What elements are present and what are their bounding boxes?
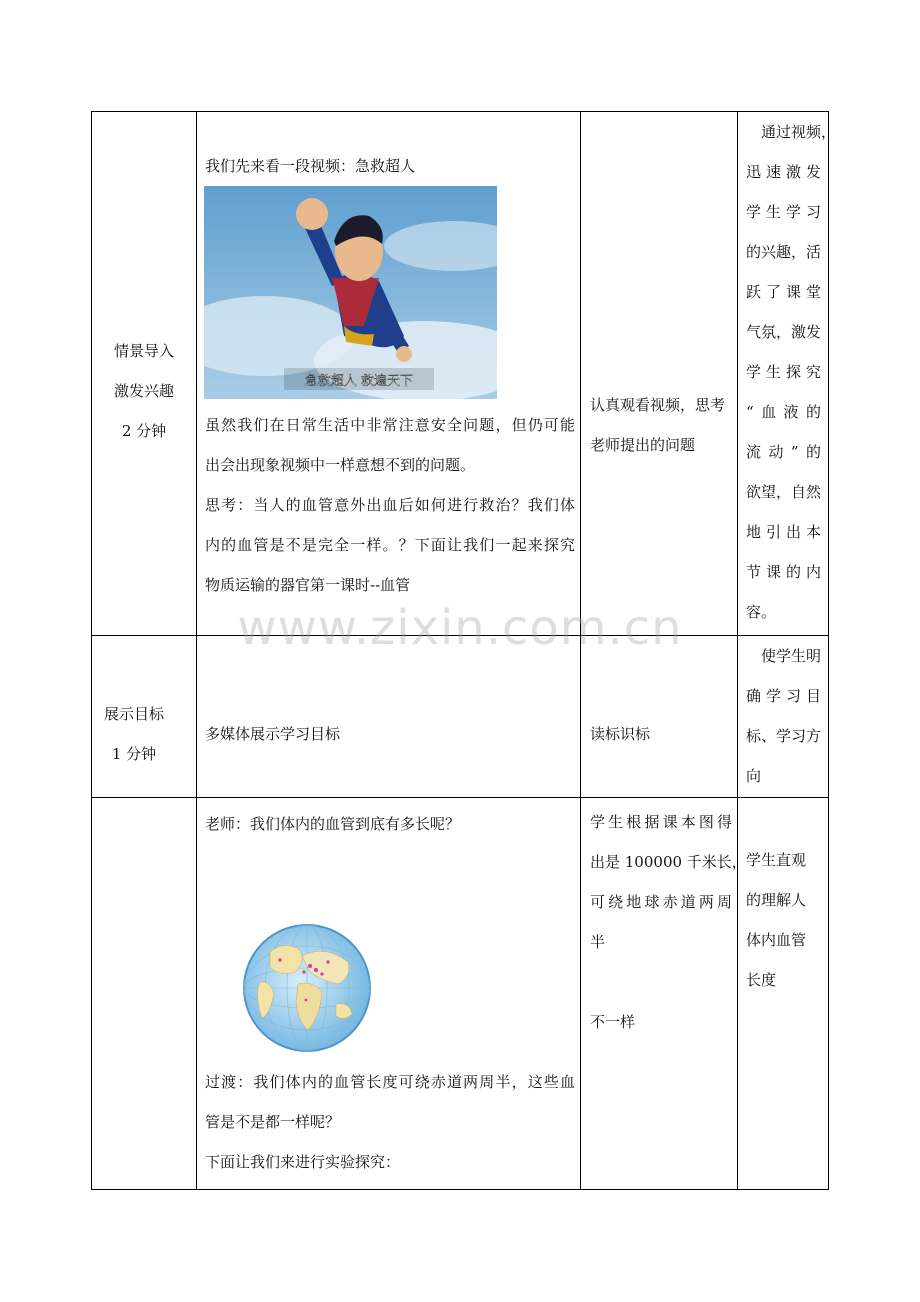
teacher-cell-3-intro [205, 804, 575, 844]
student-text-line: 认真观看视频，思考 [590, 396, 726, 414]
teacher-question: 老师：我们体内的血管到底有多长呢？ [205, 815, 461, 833]
intent-text-line: 迅速激发 [746, 163, 821, 181]
teacher-text-line: 管是不是都一样呢？ [205, 1113, 341, 1131]
intent-text-line: 向 [746, 767, 762, 785]
teacher-text-line: 物质运输的器官第一课时--血管 [205, 576, 411, 594]
intent-text-line: 学生探究 [746, 363, 821, 381]
student-cell-2 [590, 714, 735, 754]
intent-text-line: 的理解人 [746, 891, 807, 909]
teacher-text-line: 内的血管是不是完全一样。？下面让我们一起来探究 [205, 536, 575, 554]
stage-cell-2 [92, 694, 176, 774]
student-cell-1 [590, 385, 735, 465]
intent-text-line: 体内血管 [746, 931, 807, 949]
teacher-text-line: 多媒体展示学习目标 [205, 725, 341, 743]
intent-text-line: 地引出本 [746, 523, 821, 541]
teacher-text-line: 虽然我们在日常生活中非常注意安全问题，但仍可能 [205, 416, 575, 434]
intent-text-line: 流动”的 [746, 443, 821, 461]
stage-line: 激发兴趣 [113, 382, 174, 400]
student-text-line: 可绕地球赤道两周 [590, 893, 732, 911]
video-caption: 急救超人 救遍天下 [304, 374, 414, 389]
student-text-line: 不一样 [590, 1013, 636, 1031]
video-intro-text: 我们先来看一段视频：急救超人 [205, 157, 416, 175]
watermark: www.zixin.com.cn [237, 600, 683, 656]
intent-text-line: 节课的内 [746, 563, 821, 581]
stage-line: 情景导入 [113, 342, 174, 360]
stage-line: 2 分钟 [121, 422, 167, 440]
intent-cell-1 [746, 112, 837, 632]
intent-text-line: 使学生明 [746, 647, 822, 665]
teacher-cell-1-body [205, 405, 575, 605]
stage-line: 展示目标 [103, 705, 164, 723]
intent-text-line: 气氛，激发 [746, 323, 822, 341]
teacher-text-line: 过渡：我们体内的血管长度可绕赤道两周半，这些血 [205, 1073, 575, 1091]
intent-text-line: 的兴趣，活 [746, 243, 822, 261]
student-text-line: 学生根据课本图得 [590, 813, 732, 831]
teacher-text-line: 思考：当人的血管意外出血后如何进行救治？我们体 [205, 496, 575, 514]
stage-line: 1 分钟 [111, 745, 157, 763]
intent-cell-2 [746, 636, 821, 796]
teacher-cell-1-intro [205, 146, 575, 186]
intent-text-line: 确学习目 [746, 687, 821, 705]
column-divider [580, 112, 581, 1189]
student-blank-line [590, 962, 732, 1002]
stage-cell-1 [92, 331, 196, 451]
student-text-line: 老师提出的问题 [590, 436, 696, 454]
student-text-line: 出是 100000 千米长， [590, 853, 747, 871]
intent-text-line: 容。 [746, 603, 777, 621]
intent-text-line: 学生学习 [746, 203, 821, 221]
student-text-line: 读标识标 [590, 725, 651, 743]
world-globe-image [240, 922, 375, 1054]
intent-cell-3 [746, 840, 821, 1000]
student-text-line: 半 [590, 933, 606, 951]
teacher-text-line: 出会出现象视频中一样意想不到的问题。 [205, 456, 476, 474]
intent-text-line: 通过视频， [746, 123, 837, 141]
teacher-text-line: 下面让我们来进行实验探究： [205, 1153, 401, 1171]
teacher-cell-3-body [205, 1062, 575, 1182]
row-divider [92, 635, 828, 636]
column-divider [737, 112, 738, 1189]
intent-text-line: 学生直观 [746, 851, 807, 869]
intent-text-line: “血液的 [746, 403, 821, 421]
intent-text-line: 长度 [746, 971, 777, 989]
row-divider [92, 797, 828, 798]
intent-text-line: 欲望，自然 [746, 483, 822, 501]
student-cell-3 [590, 802, 747, 1042]
superhero-video-still [204, 186, 497, 399]
intent-text-line: 跃了课堂 [746, 283, 821, 301]
column-divider [196, 112, 197, 1189]
teacher-cell-2 [205, 714, 575, 754]
intent-text-line: 标、学习方 [746, 727, 822, 745]
